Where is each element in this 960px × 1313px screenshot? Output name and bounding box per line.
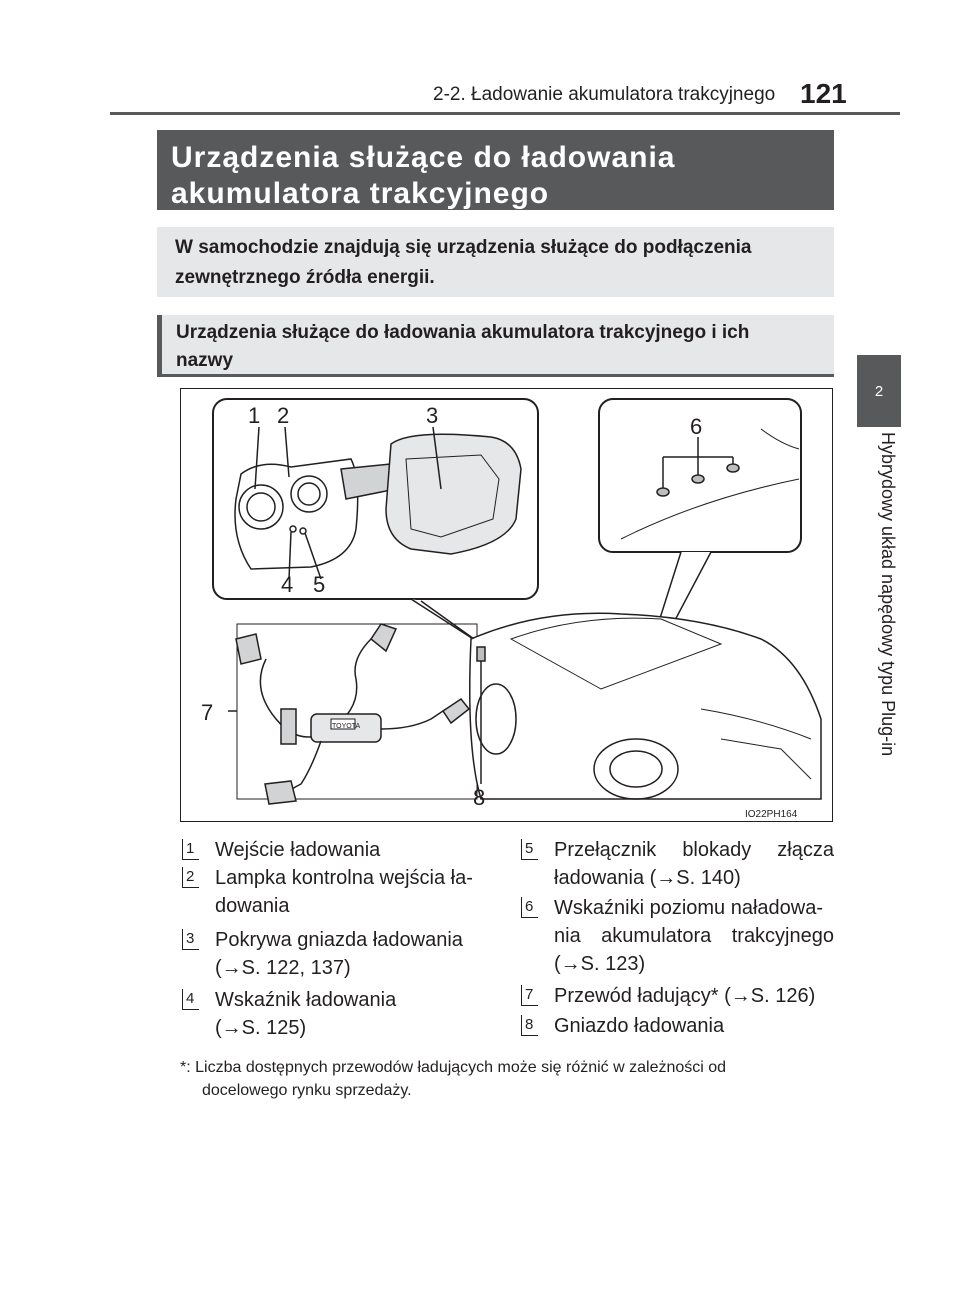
wall-plug-icon	[265, 781, 296, 804]
item-text: Lampka kontrolna wejścia ła-	[215, 867, 473, 889]
subsection-rule	[157, 374, 834, 377]
header-rule	[110, 112, 900, 115]
item-number: 6	[521, 897, 538, 918]
subsection-line2: nazwy	[176, 350, 234, 371]
subsection-line1: Urządzenia służące do ładowania akumulatora trakcyjnego i ich	[176, 322, 750, 343]
item-text: Wskaźniki poziomu naładowa-	[554, 897, 824, 919]
section-title-line2: akumulatora trakcyjnego	[171, 177, 550, 210]
footnote-line2: docelowego rynku sprzedaży.	[202, 1082, 412, 1099]
item-number: 2	[182, 867, 199, 888]
callout-4: 4	[281, 572, 294, 597]
item-text-cont: (→S. 123)	[554, 953, 646, 975]
cable-label: TOYOTA	[332, 723, 361, 730]
intro-line2: zewnętrznego źródła energii.	[175, 267, 435, 288]
charging-lid	[386, 434, 521, 554]
footnote	[180, 1056, 835, 1102]
item-text-cont: dowania	[215, 895, 290, 917]
callout-7: 7	[201, 700, 214, 725]
section-title-line1: Urządzenia służące do ładowania	[171, 141, 676, 174]
item-text-cont: (→S. 125)	[215, 1017, 307, 1039]
item-number: 3	[182, 929, 199, 950]
figure-illustration	[181, 389, 834, 823]
item-text-cont: (→S. 122, 137)	[215, 957, 351, 979]
item-text: Wskaźnik ładowania	[215, 989, 397, 1011]
chapter-label: Hybrydowy układ napędowy typu Plug-in	[878, 432, 898, 757]
page-number: 121	[800, 78, 847, 109]
item-number: 1	[182, 839, 199, 860]
item-text: Przełącznik blokady złącza	[554, 839, 834, 861]
level-indicator-3-icon	[727, 464, 739, 472]
callout-2: 2	[277, 403, 290, 428]
callout-1: 1	[248, 403, 261, 428]
item-text: Pokrywa gniazda ładowania	[215, 929, 463, 951]
callout-6: 6	[690, 414, 703, 439]
charging-devices-figure	[180, 388, 833, 822]
item-number: 4	[182, 989, 199, 1010]
callout-5: 5	[313, 572, 326, 597]
chapter-tab: 2	[857, 355, 901, 427]
car-charging-port-icon	[477, 647, 485, 661]
section-title	[157, 130, 834, 210]
intro-box	[157, 227, 834, 297]
item-text-cont: nia akumulatora trakcyjnego	[554, 925, 834, 947]
plug-adapter-icon	[281, 709, 296, 744]
item-text: Gniazdo ładowania	[554, 1015, 725, 1037]
item-text: Przewód ładujący* (→S. 126)	[554, 985, 816, 1007]
item-number: 5	[521, 839, 538, 860]
callout-3: 3	[426, 403, 439, 428]
callout-8: 8	[473, 785, 486, 810]
footnote-line1: *: Liczba dostępnych przewodów ładujących może się różnić w zależności od	[180, 1059, 727, 1076]
item-number: 7	[521, 985, 538, 1006]
item-text-cont: ładowania (→S. 140)	[554, 867, 741, 889]
level-indicator-1-icon	[657, 488, 669, 496]
item-text: Wejście ładowania	[215, 839, 381, 861]
intro-line1: W samochodzie znajdują się urządzenia służące do podłączenia	[175, 237, 752, 258]
level-indicator-2-icon	[692, 475, 704, 483]
car-body	[470, 613, 821, 799]
figure-code: IO22PH164	[745, 809, 798, 820]
subsection-heading	[157, 315, 834, 377]
charge-connector-icon	[443, 699, 469, 723]
running-header: 2-2. Ładowanie akumulatora trakcyjnego	[433, 84, 776, 105]
item-number: 8	[521, 1015, 538, 1036]
